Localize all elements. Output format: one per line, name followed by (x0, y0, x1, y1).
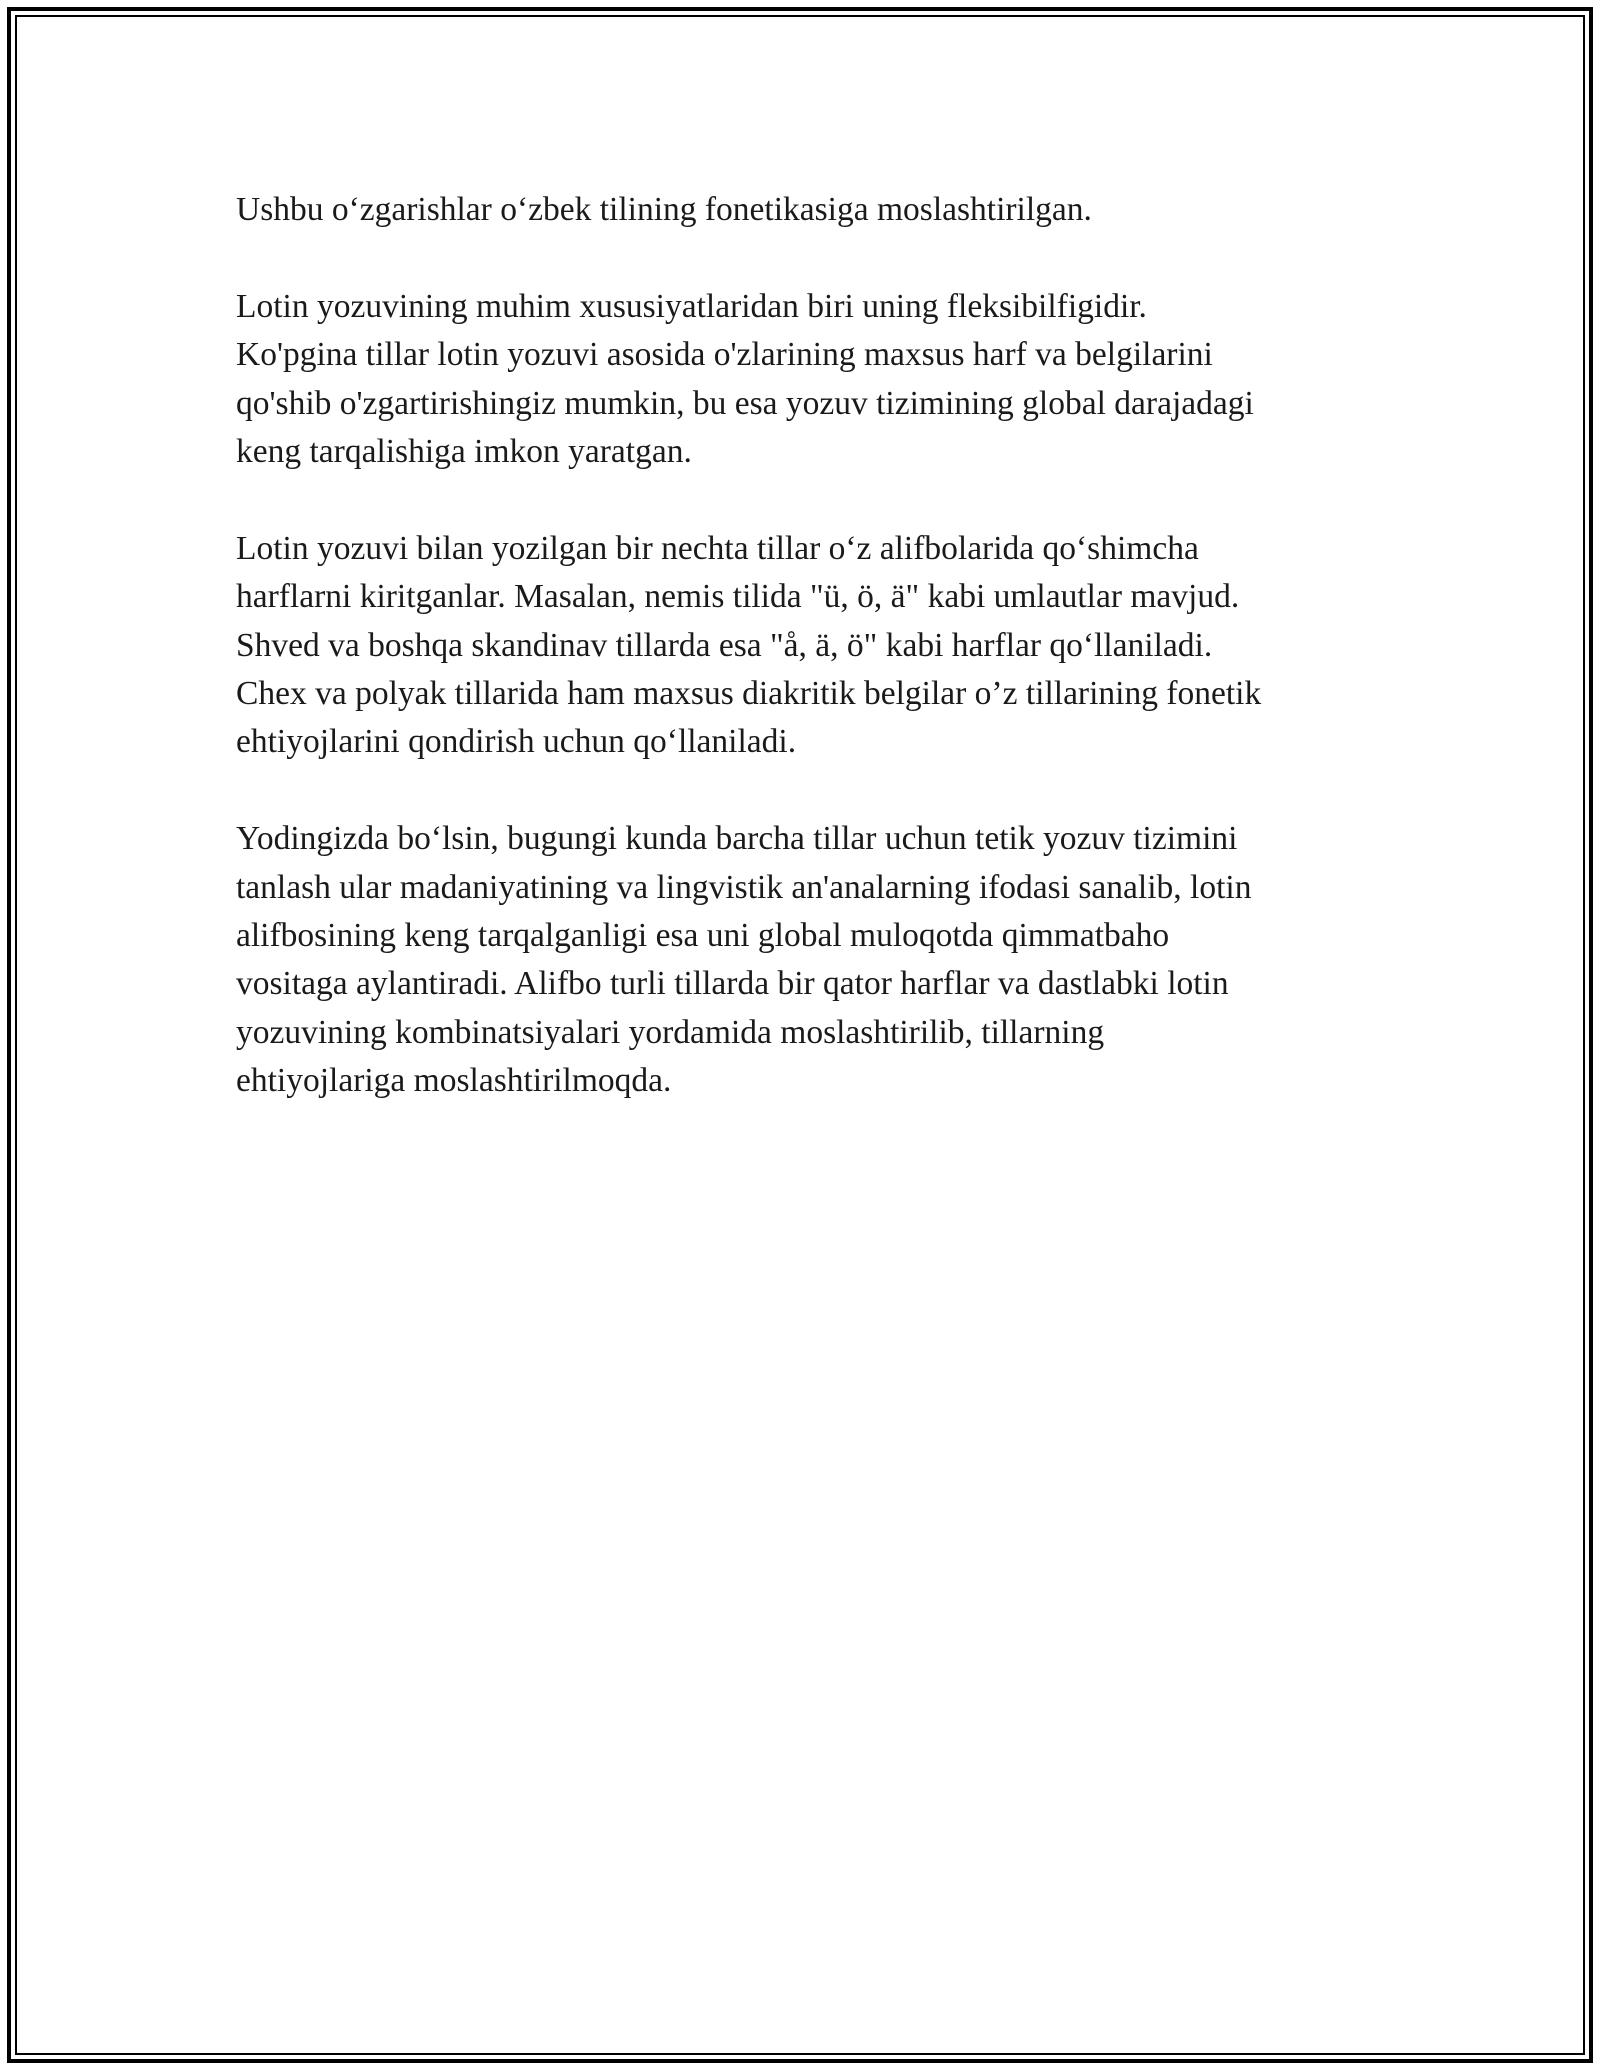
paragraph-3: Lotin yozuvi bilan yozilgan bir nechta tillar o‘z alifbolarida qo‘shimcha harflarni kiritganlar. Masalan, nemis tilida "ü, ö, ä" kabi umlautlar mavjud. Shved va boshqa skandinav tillarda esa "å, ä, ö" kabi harflar qo‘llaniladi. Chex va polyak tillarida ham maxsus diakritik belgilar o’z tillarining fonetik ehtiyojlarini qondirish uchun qo‘llaniladi. (236, 529, 1262, 761)
document-body (236, 186, 1366, 1154)
paragraph-4: Yodingizda bo‘lsin, bugungi kunda barcha tillar uchun tetik yozuv tizimini tanlash ular madaniyatining va lingvistik an'analarning ifodasi sanalib, lotin alifbosining keng tarqalganligi esa uni global muloqotda qimmatbaho vositaga aylantiradi. Alifbo turli tillarda bir qator harflar va dastlabki lotin yozuvining kombinatsiyalari yordamida moslashtirilib, tillarning ehtiyojlariga moslashtirilmoqda. (236, 820, 1252, 1100)
paragraph-1: Ushbu o‘zgarishlar o‘zbek tilining fonetikasiga moslashtirilgan. (236, 191, 1092, 228)
paragraph-2: Lotin yozuvining muhim xususiyatlaridan biri uning fleksibilfigidir. Ko'pgina tillar lotin yozuvi asosida o'zlarining maxsus harf va belgilarini qo'shib o'zgartirishingiz mumkin, bu esa yozuv tizimining global darajadagi keng tarqalishiga imkon yaratgan. (236, 287, 1254, 471)
